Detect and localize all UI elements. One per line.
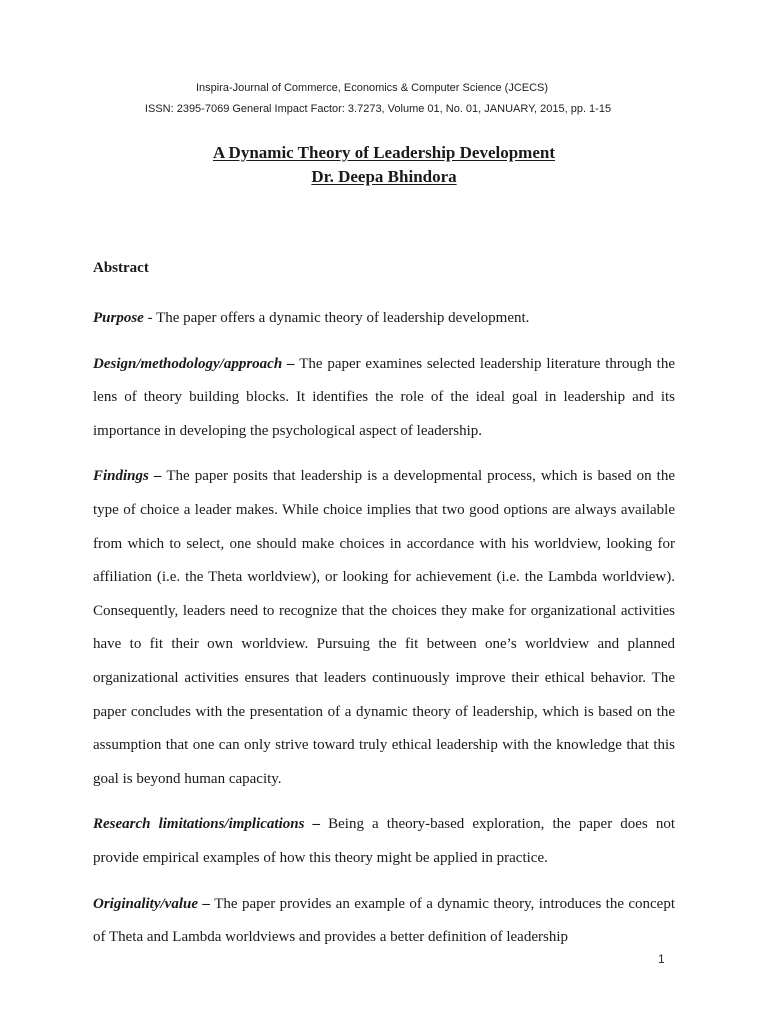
section-separator: – — [148, 468, 167, 485]
section-separator: - — [143, 310, 157, 326]
abstract-body — [93, 258, 675, 967]
page-number: 1 — [658, 952, 665, 966]
section-separator: – — [304, 816, 329, 833]
section-label: Originality/value — [93, 895, 198, 912]
journal-name: Inspira-Journal of Commerce, Economics & Computer Science (JCECS) — [195, 82, 549, 94]
section-text: The paper examines selected leadership literature through the lens of theory building blocks. It identifies the role of the ideal goal in leadership and its importance in developing the psychological aspect of leadership. — [93, 355, 676, 439]
abstract-design — [93, 348, 675, 449]
section-separator: – — [282, 355, 300, 372]
abstract-heading: Abstract — [93, 260, 149, 276]
section-text: The paper offers a dynamic theory of leadership development. — [156, 310, 530, 326]
section-text: Being a theory-based exploration, the paper does not provide empirical examples of how this theory might be applied in practice. — [93, 816, 676, 866]
journal-header — [0, 78, 768, 120]
section-label: Purpose — [93, 310, 144, 326]
abstract-findings — [93, 460, 675, 796]
section-label: Research limitations/implications — [93, 816, 305, 833]
abstract-purpose — [93, 302, 675, 336]
section-label: Design/methodology/approach — [93, 355, 283, 372]
journal-issn-line: ISSN: 2395-7069 General Impact Factor: 3.7273, Volume 01, No. 01, JANUARY, 2015, pp. 1-15 — [144, 103, 612, 115]
title-block — [0, 141, 768, 189]
section-text: The paper posits that leadership is a developmental process, which is based on the type of choice a leader makes. While choice implies that two good options are always available from which to select, one should make choices in accordance with his worldview, looking for affiliation (i.e. the Theta worldview), or looking for achievement (i.e. the Lambda worldview). Consequently, leaders need to recognize that the choices they make for organizational activities have to fit their own worldview. Pursuing the fit between one’s worldview and planned organizational activities ensures that leaders continuously improve their ethical behavior. The paper concludes with the presentation of a dynamic theory of leadership, which is based on the assumption that one can only strive toward truly ethical leadership with the knowledge that this goal is beyond human capacity. — [93, 468, 675, 787]
section-separator: – — [198, 895, 215, 912]
section-label: Findings — [93, 468, 149, 485]
section-text: The paper provides an example of a dynamic theory, introduces the concept of Theta and Lambda worldviews and provides a better definition of leadership — [93, 895, 676, 946]
abstract-originality — [93, 888, 675, 955]
paper-title: A Dynamic Theory of Leadership Development — [212, 143, 556, 162]
abstract-limitations — [93, 808, 675, 875]
paper-author: Dr. Deepa Bhindora — [311, 167, 457, 186]
